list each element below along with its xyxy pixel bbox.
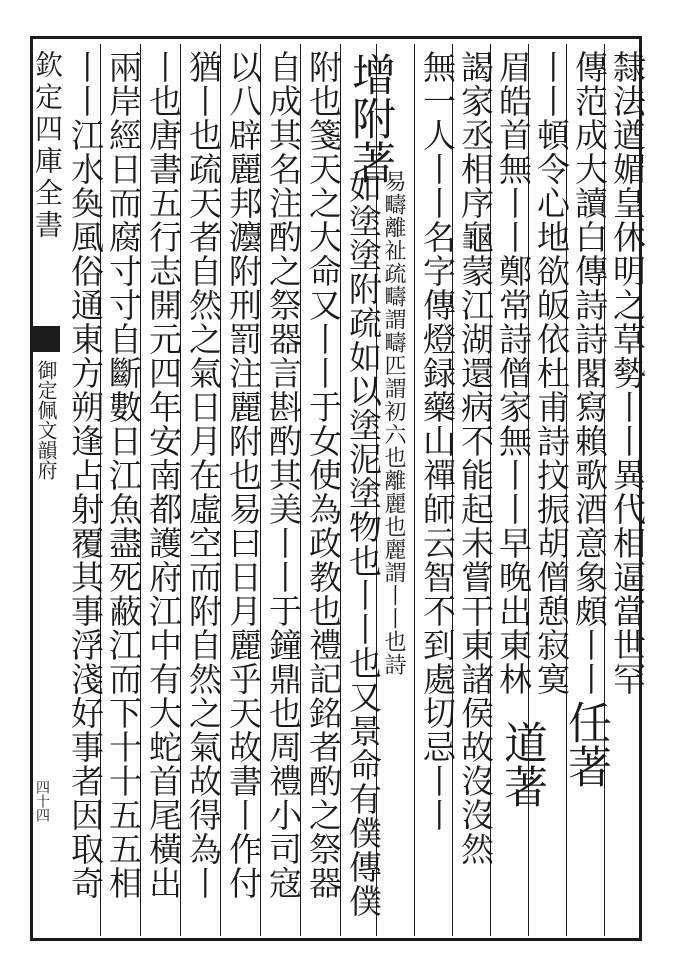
text-column: 丨也唐書五行志開元四年安南都護府江中有大蛇首尾橫出 — [144, 50, 183, 900]
heading-dao-zhu: 道著 — [496, 720, 547, 808]
text-column: 無一人丨丨名字傳燈録藥山禪師云智不到處切忌丨丨 — [418, 50, 457, 832]
column-rule — [414, 44, 415, 936]
page-number: 四十四 — [34, 780, 50, 822]
text-column: 兩岸經日而腐寸寸自斷數日江魚盡死蔽江而下十十五五相 — [104, 50, 143, 900]
book-spine — [31, 40, 64, 920]
text-column: 隸法遒媚皇休明之草勢丨丨異代相逼當世罕 — [608, 50, 647, 696]
text-column: 如塗塗附疏如以塗泥塗物也丨丨也又景命有僕傳僕 — [344, 170, 383, 918]
text-column: 以八辟麗邦灋附刑罰注麗附也易曰日月麗乎天故書丨作付 — [224, 50, 263, 900]
annotation-yi: 易疇離祉疏疇謂疇匹謂初六也離麗也麗謂丨丨也詩 — [381, 170, 406, 676]
text-column: 丨丨頓令心地欲皈依杜甫詩抆振胡僧憩寂寞 — [532, 50, 571, 696]
text-column: 自成其名注酌之祭器言斟酌其美丨丨于鐘鼎也周禮小司寇 — [264, 50, 303, 900]
spine-subtitle: 御定佩文韻府 — [34, 360, 58, 480]
text-column: 猶丨也疏天者自然之氣日月在虛空而附自然之氣故得為丨 — [184, 50, 223, 900]
text-column: 眉皓首無丨丨鄭常詩僧家無丨丨早晚出東林 — [494, 50, 533, 696]
text-column: 附也箋天之大命又丨丨于女使為政教也禮記銘者酌之祭器 — [304, 50, 343, 900]
heading-ren-zhu: 任著 — [560, 700, 611, 788]
text-column: 謁家丞相序龜蒙江湖還病不能起未嘗干東諸侯故沒沒然 — [456, 50, 495, 866]
spine-title: 欽定四庫全書 — [31, 50, 64, 242]
text-column: 傳范成大讀白傳詩詩閣寫賴歌酒意象頗丨丨 — [570, 50, 609, 696]
heading-zeng-fu: 增附著 — [344, 52, 395, 184]
text-column: 丨丨江水奐風俗通東方朔逢占射覆其事浮淺好事者因取奇 — [66, 50, 105, 900]
spine-divider — [32, 326, 60, 352]
